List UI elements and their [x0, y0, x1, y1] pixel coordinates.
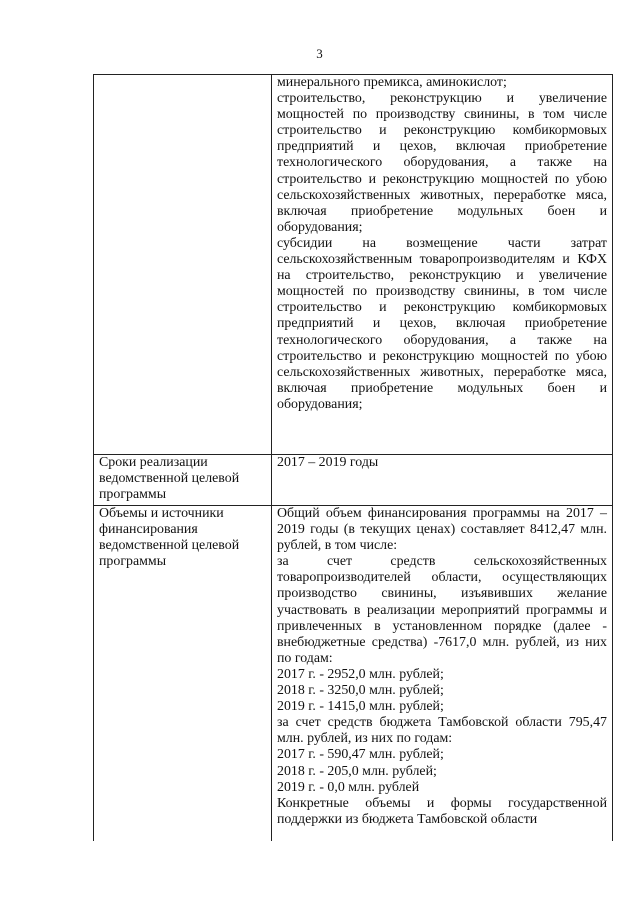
- program-passport-table: [93, 74, 613, 841]
- table-row-funding: [94, 506, 613, 842]
- funding-content-cell: [272, 506, 613, 842]
- measures-line-2: строительство, реконструкцию и увеличение мощностей по производству свинины, в том числе строительство и реконструкцию комбикормовых предприятий и цехов, включая приобретение технологического оборудования, а также на строительство и реконструкцию мощностей по убою сельскохозяйственных животных, переработке мяса, включая приобретение модульных боен и оборудования;: [277, 91, 607, 235]
- funding-line-2019-extra: 2019 г. - 1415,0 млн. рублей;: [277, 699, 444, 715]
- funding-label-cell: Объемы и источники финансирования ведомственной целевой программы: [94, 506, 272, 842]
- table-row-terms: [94, 455, 613, 506]
- terms-value-cell: 2017 – 2019 годы: [272, 455, 613, 506]
- funding-line-2017-budget: 2017 г. - 590,47 млн. рублей;: [277, 747, 444, 763]
- funding-line-specific: Конкретные объемы и формы государственной поддержки из бюджета Тамбовской области: [277, 795, 607, 827]
- funding-line-regional-budget: за счет средств бюджета Тамбовской области 795,47 млн. рублей, из них по годам:: [277, 715, 607, 747]
- table-row-measures: [94, 75, 613, 455]
- funding-line-2018-budget: 2018 г. - 205,0 млн. рублей;: [277, 763, 437, 779]
- page-number: 3: [316, 46, 323, 61]
- measures-line-1: минерального премикса, аминокислот;: [277, 75, 507, 90]
- funding-line-2017-extra: 2017 г. - 2952,0 млн. рублей;: [277, 666, 444, 682]
- funding-line-2018-extra: 2018 г. - 3250,0 млн. рублей;: [277, 683, 444, 699]
- measures-content-cell: [272, 75, 613, 455]
- terms-label-cell: Сроки реализации ведомственной целевой программы: [94, 455, 272, 506]
- measures-line-3: субсидии на возмещение части затрат сельскохозяйственным товаропроизводителям и КФХ на строительство, реконструкцию и увеличение мощностей по производству свинины, в том числе строительство и реконструкцию комбикормовых предприятий и цехов, включая приобретение технологического оборудования, а также на строительство и реконструкцию мощностей по убою сельскохозяйственных животных, переработке мяса, включая приобретение модульных боен и оборудования;: [277, 235, 607, 412]
- measures-label-cell: [94, 75, 272, 455]
- funding-line-total: Общий объем финансирования программы на 2017 – 2019 годы (в текущих ценах) составляет 8412,47 млн. рублей, в том числе:: [277, 506, 607, 554]
- funding-line-2019-budget: 2019 г. - 0,0 млн. рублей: [277, 779, 420, 795]
- funding-line-extrabudget: за счет средств сельскохозяйственных товаропроизводителей области, осуществляющих производство свинины, изъявивших желание участвовать в реализации мероприятий программы и привлеченных в установленном порядке (далее - внебюджетные средства) -7617,0 млн. рублей, из них по годам:: [277, 554, 607, 666]
